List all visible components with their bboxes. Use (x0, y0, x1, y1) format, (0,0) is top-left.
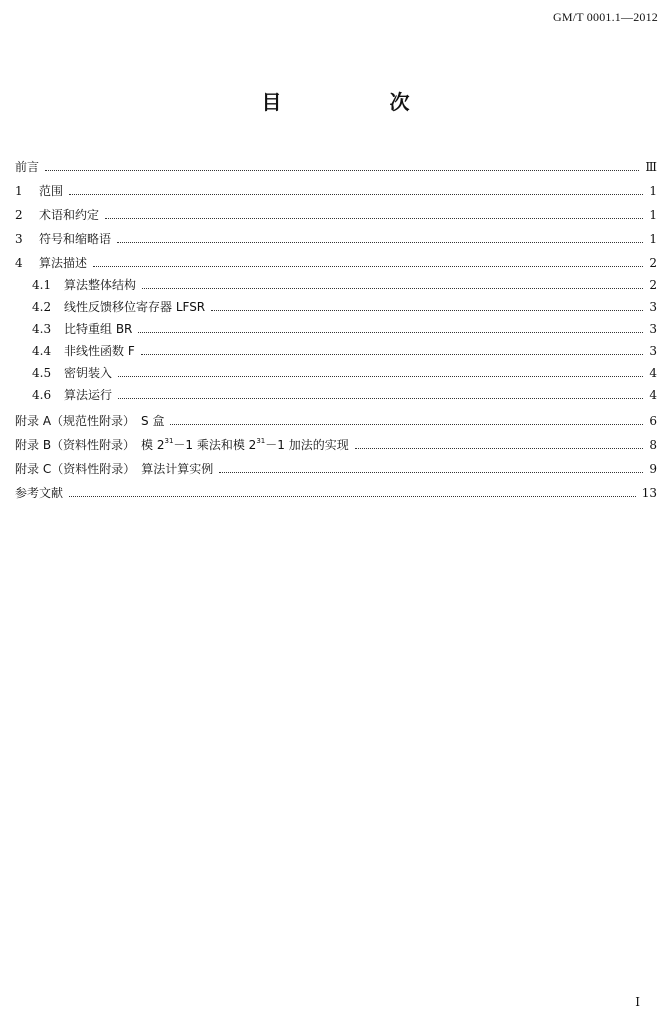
toc-number: 4.4 (32, 344, 52, 358)
page-title: 目 次 (261, 90, 454, 114)
toc-entry-appendix-a[interactable] (15, 404, 657, 428)
dot-leader (45, 170, 639, 171)
toc-page: 3 (649, 344, 657, 358)
exponent: 31 (164, 437, 174, 445)
toc-label: 符号和缩略语 (39, 232, 112, 246)
toc-label: 参考文献 (15, 486, 64, 500)
toc-number: 4.2 (32, 300, 52, 314)
table-of-contents (15, 150, 657, 500)
toc-label: 术语和约定 (39, 208, 100, 222)
toc-label: 算法运行 (64, 388, 113, 402)
toc-page: 3 (649, 300, 657, 314)
standard-code: GM/T 0001.1—2012 (553, 10, 658, 24)
toc-number: 3 (15, 232, 23, 246)
toc-page: 3 (649, 322, 657, 336)
toc-number: 2 (15, 208, 23, 222)
toc-entry-algorithm[interactable] (15, 246, 657, 270)
toc-label: 比特重组 BR (64, 322, 133, 336)
toc-label: 非线性函数 F (64, 344, 135, 358)
toc-entry-4-2[interactable] (15, 292, 657, 314)
dot-leader (118, 376, 643, 377)
toc-entry-references[interactable] (15, 476, 657, 500)
toc-page: 1 (649, 208, 657, 222)
dot-leader (211, 310, 643, 311)
toc-label: 范围 (39, 184, 64, 198)
toc-page: 6 (649, 414, 657, 428)
toc-page: 13 (641, 486, 657, 500)
toc-entry-appendix-b[interactable] (15, 428, 657, 452)
toc-entry-terms[interactable] (15, 198, 657, 222)
dot-leader (219, 472, 643, 473)
toc-label: 附录 A（规范性附录） S 盒 (15, 414, 165, 428)
dot-leader (105, 218, 643, 219)
toc-entry-4-4[interactable] (15, 336, 657, 358)
dot-leader (142, 288, 643, 289)
toc-label (15, 438, 349, 452)
toc-entry-symbols[interactable] (15, 222, 657, 246)
dot-leader (93, 266, 643, 267)
label-part: －1 加法的实现 (265, 438, 349, 452)
toc-label: 线性反馈移位寄存器 LFSR (64, 300, 206, 314)
toc-entry-4-1[interactable] (15, 270, 657, 292)
page-number: Ⅰ (635, 995, 640, 1009)
toc-label: 算法整体结构 (64, 278, 137, 292)
toc-entry-4-6[interactable] (15, 380, 657, 402)
toc-page: 1 (649, 232, 657, 246)
toc-page: 4 (649, 366, 657, 380)
exponent: 31 (256, 437, 266, 445)
dot-leader (69, 194, 643, 195)
dot-leader (69, 496, 636, 497)
toc-entry-scope[interactable] (15, 174, 657, 198)
dot-leader (118, 398, 643, 399)
dot-leader (355, 448, 644, 449)
dot-leader (138, 332, 643, 333)
dot-leader (117, 242, 643, 243)
toc-number: 4.5 (32, 366, 52, 380)
toc-entry-4-3[interactable] (15, 314, 657, 336)
toc-page: 9 (649, 462, 657, 476)
toc-page: Ⅲ (645, 160, 657, 174)
toc-page: 4 (649, 388, 657, 402)
toc-page: 1 (649, 184, 657, 198)
toc-number: 4.3 (32, 322, 52, 336)
toc-label: 附录 C（资料性附录） 算法计算实例 (15, 462, 214, 476)
toc-entry-4-5[interactable] (15, 358, 657, 380)
toc-entry-foreword[interactable] (15, 150, 657, 174)
toc-entry-appendix-c[interactable] (15, 452, 657, 476)
dot-leader (141, 354, 644, 355)
toc-label: 算法描述 (39, 256, 88, 270)
toc-page: 2 (649, 278, 657, 292)
toc-number: 4.6 (32, 388, 52, 402)
label-part: －1 乘法和模 2 (173, 438, 257, 452)
toc-number: 4 (15, 256, 23, 270)
toc-label: 密钥装入 (64, 366, 113, 380)
toc-number: 4.1 (32, 278, 52, 292)
label-part: 附录 B（资料性附录） 模 2 (15, 438, 165, 452)
toc-number: 1 (15, 184, 23, 198)
toc-page: 8 (649, 438, 657, 452)
toc-page: 2 (649, 256, 657, 270)
dot-leader (170, 424, 643, 425)
toc-label: 前言 (15, 160, 40, 174)
